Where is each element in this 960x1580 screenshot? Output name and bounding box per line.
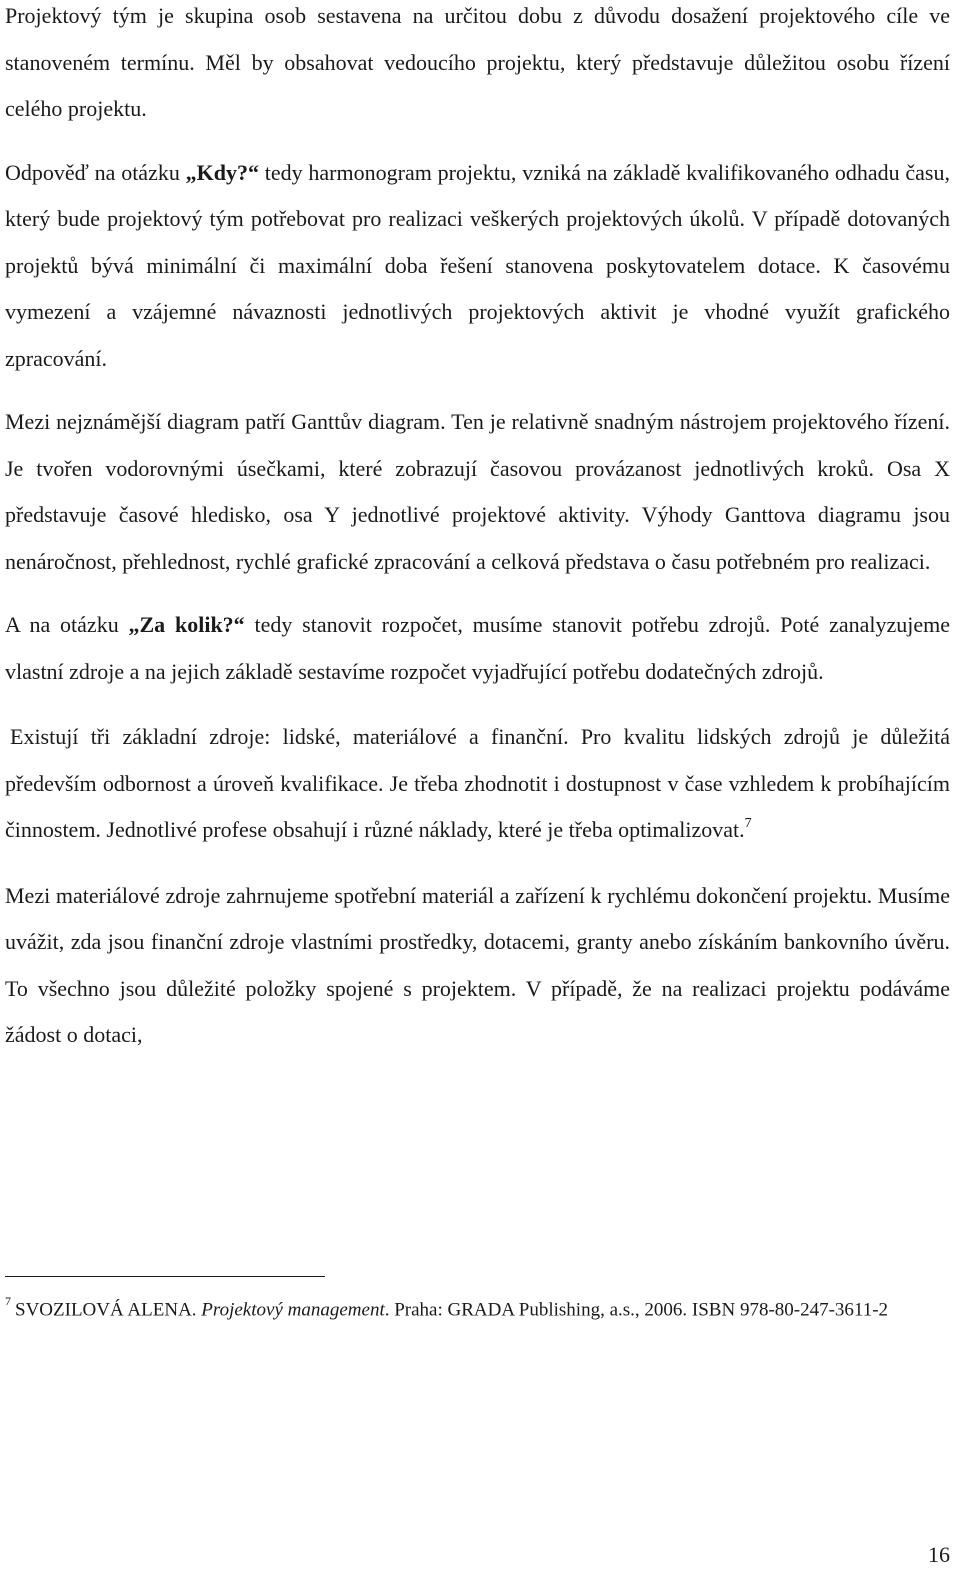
paragraph-resources (5, 714, 950, 854)
footnote-author: SVOZILOVÁ ALENA. (15, 1299, 202, 1321)
paragraph-resources-text: Existují tři základní zdroje: lidské, materiálové a finanční. Pro kvalitu lidských zdrojů je důležitá především odbornost a úroveň kvalifikace. Je třeba zhodnotit i dostupnost v čase vzhledem k probíhajícím činnostem. Jednotlivé profese obsahují i různé náklady, které je třeba optimalizovat. (5, 724, 950, 842)
paragraph-when-intro: Odpověď na otázku (5, 159, 186, 185)
footnote-publisher: . Praha: GRADA Publishing, a.s., 2006. ISBN 978-80-247-3611-2 (384, 1299, 889, 1321)
paragraph-how-much-intro: A na otázku (5, 612, 129, 637)
question-when: „Kdy?“ (185, 159, 259, 185)
footnote-reference[interactable]: 7 (744, 815, 752, 831)
footnote-title: Projektový management (201, 1299, 385, 1321)
page-number: 16 (928, 1542, 950, 1567)
page-body (5, 0, 950, 1059)
paragraph-project-team: Projektový tým je skupina osob sestavena na určitou dobu z důvodu dosažení projektového cíle ve stanoveném termínu. Měl by obsahovat vedoucího projektu, který představuje důležitou osobu řízení celého projektu. (5, 3, 950, 121)
footnote-number: 7 (5, 1294, 11, 1308)
paragraph-when (5, 150, 950, 383)
paragraph-when-body: tedy harmonogram projektu, vzniká na základě kvalifikovaného odhadu času, který bude projektový tým potřebovat pro realizaci veškerých projektových úkolů. V případě dotovaných projektů bývá minimální či maximální doba řešení stanovena poskytovatelem dotace. K časovému vymezení a vzájemné návaznosti jednotlivých projektových aktivit je vhodné využít grafického zpracování. (5, 159, 950, 371)
footnote-separator (5, 1276, 325, 1277)
paragraph-how-much-body: tedy stanovit rozpočet, musíme stanovit potřebu zdrojů. Poté zanalyzujeme vlastní zdroje a na jejich základě sestavíme rozpočet vyjadřující potřebu dodatečných zdrojů. (5, 612, 950, 684)
paragraph-gantt: Mezi nejznámější diagram patří Ganttův diagram. Ten je relativně snadným nástrojem projektového řízení. Je tvořen vodorovnými úsečkami, které zobrazují časovou provázanost jednotlivých kroků. Osa X představuje časové hledisko, osa Y jednotlivé projektové aktivity. Výhody Ganttova diagramu jsou nenáročnost, přehlednost, rychlé grafické zpracování a celková představa o času potřebném pro realizaci. (5, 409, 950, 574)
paragraph-material: Mezi materiálové zdroje zahrnujeme spotřební materiál a zařízení k rychlému dokončení projektu. Musíme uvážit, zda jsou finanční zdroje vlastními prostředky, dotacemi, granty anebo získáním bankovního úvěru. To všechno jsou důležité položky spojené s projektem. V případě, že na realizaci projektu podáváme žádost o dotaci, (5, 882, 950, 1047)
question-how-much: „Za kolik?“ (128, 612, 245, 637)
paragraph-how-much (5, 602, 950, 695)
footnote (5, 1291, 950, 1323)
